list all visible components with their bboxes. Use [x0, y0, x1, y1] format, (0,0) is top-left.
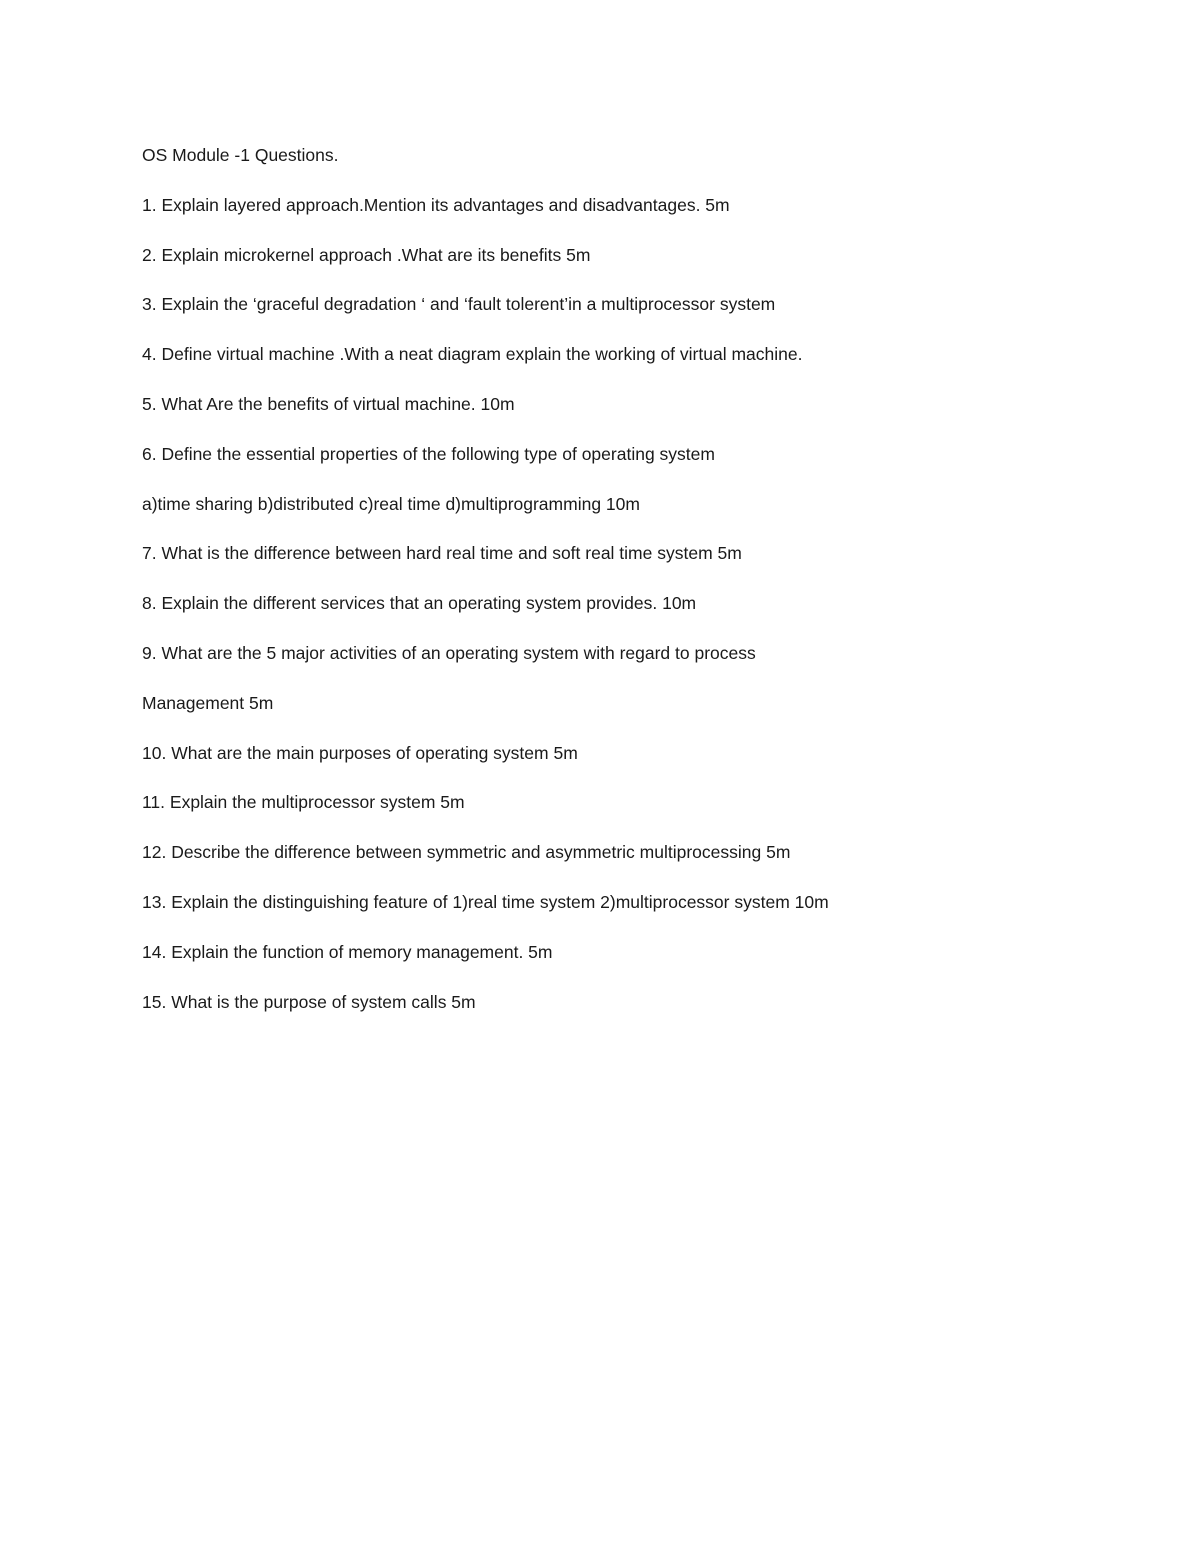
question-line: 1. Explain layered approach.Mention its advantages and disadvantages. 5m	[142, 194, 730, 215]
question-line: 5. What Are the benefits of virtual machine. 10m	[142, 393, 515, 414]
question-line: 9. What are the 5 major activities of an operating system with regard to process	[142, 642, 756, 663]
question-line: 6. Define the essential properties of the following type of operating system	[142, 443, 715, 464]
question-line: Management 5m	[142, 692, 274, 713]
document-title: OS Module -1 Questions.	[142, 145, 339, 165]
question-line: 15. What is the purpose of system calls 5m	[142, 991, 476, 1012]
question-line: 3. Explain the ‘graceful degradation ‘ and ‘fault tolerent’in a multiprocessor system	[142, 294, 776, 315]
question-line: 8. Explain the different services that an operating system provides. 10m	[142, 593, 697, 614]
question-line: 2. Explain microkernel approach .What are its benefits 5m	[142, 244, 591, 265]
question-line: 12. Describe the difference between symmetric and asymmetric multiprocessing 5m	[142, 842, 791, 863]
question-line: 10. What are the main purposes of operating system 5m	[142, 742, 578, 763]
question-line: a)time sharing b)distributed c)real time d)multiprogramming 10m	[142, 493, 640, 514]
question-line: 7. What is the difference between hard real time and soft real time system 5m	[142, 543, 742, 564]
question-line: 13. Explain the distinguishing feature of 1)real time system 2)multiprocessor system 10m	[142, 891, 829, 912]
question-line: 4. Define virtual machine .With a neat diagram explain the working of virtual machine.	[142, 344, 803, 365]
question-line: 11. Explain the multiprocessor system 5m	[142, 792, 465, 813]
question-line: 14. Explain the function of memory management. 5m	[142, 941, 553, 962]
document-body	[142, 143, 1142, 1039]
